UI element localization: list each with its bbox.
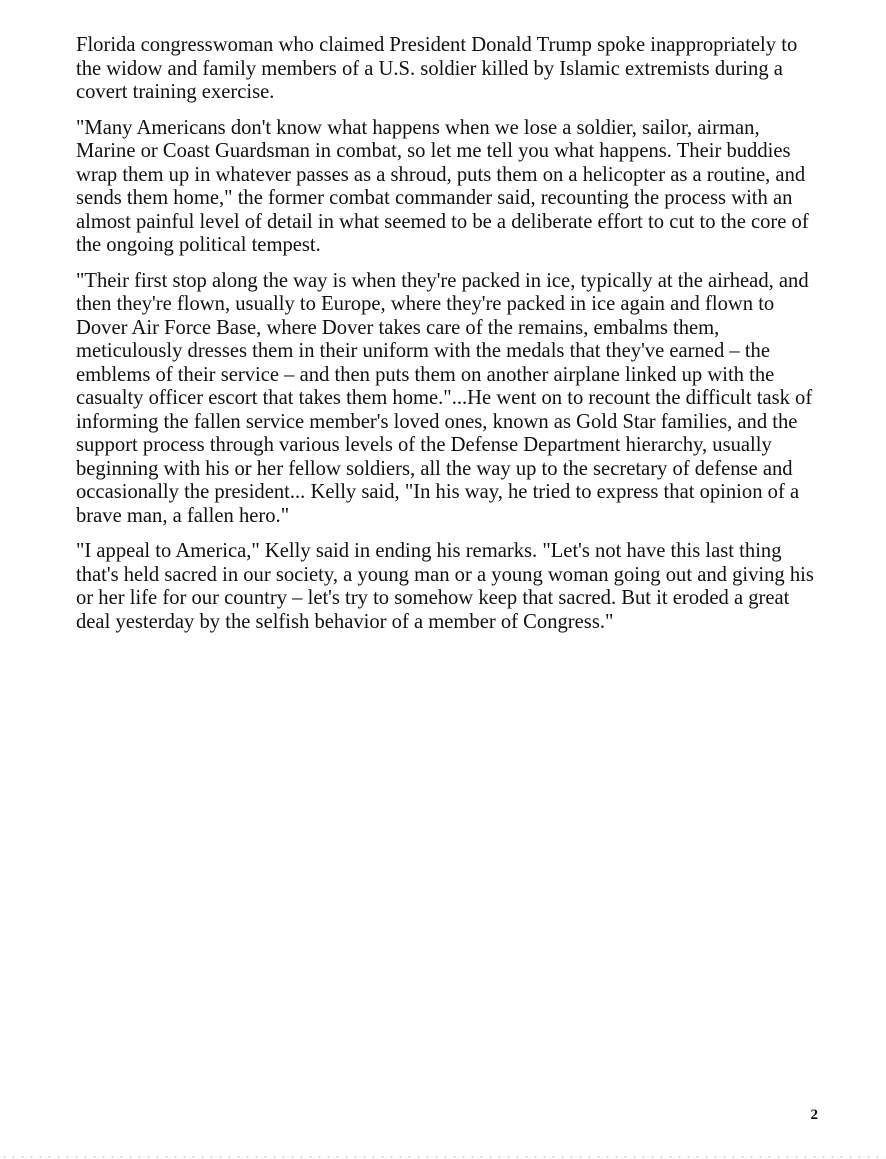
paragraph: Florida congresswoman who claimed President Donald Trump spoke inappropriately to the widow and family members of a U.S. soldier killed by Islamic extremists during a covert training exercise. [76,34,798,103]
scan-edge-divider [0,1155,886,1159]
document-body [76,34,821,646]
paragraph: "I appeal to America," Kelly said in ending his remarks. "Let's not have this last thing that's held sacred in our society, a young man or a young woman going out and giving his or her life for our country – let's try to somehow keep that sacred. But it eroded a great deal yesterday by the selfish behavior of a member of Congress." [76,540,814,633]
page-number: 2 [810,1107,818,1123]
paragraph: "Many Americans don't know what happens when we lose a soldier, sailor, airman, Marine or Coast Guardsman in combat, so let me tell you what happens. Their buddies wrap them up in whatever passes as a shroud, puts them on a helicopter as a routine, and sends them home," the former combat commander said, recounting the process with an almost painful level of detail in what seemed to be a deliberate effort to cut to the core of the ongoing political tempest. [76,116,809,256]
paragraph: "Their first stop along the way is when they're packed in ice, typically at the airhead, and then they're flown, usually to Europe, where they're packed in ice again and flown to Dover Air Force Base, where Dover takes care of the remains, embalms them, meticulously dresses them in their uniform with the medals that they've earned – the emblems of their service – and then puts them on another airplane linked up with the casualty officer escort that takes them home."...He went on to recount the difficult task of informing the fallen service member's loved ones, known as Gold Star families, and the support process through various levels of the Defense Department hierarchy, usually beginning with his or her fellow soldiers, all the way up to the secretary of defense and occasionally the president... Kelly said, "In his way, he tried to express that opinion of a brave man, a fallen hero." [76,269,813,527]
